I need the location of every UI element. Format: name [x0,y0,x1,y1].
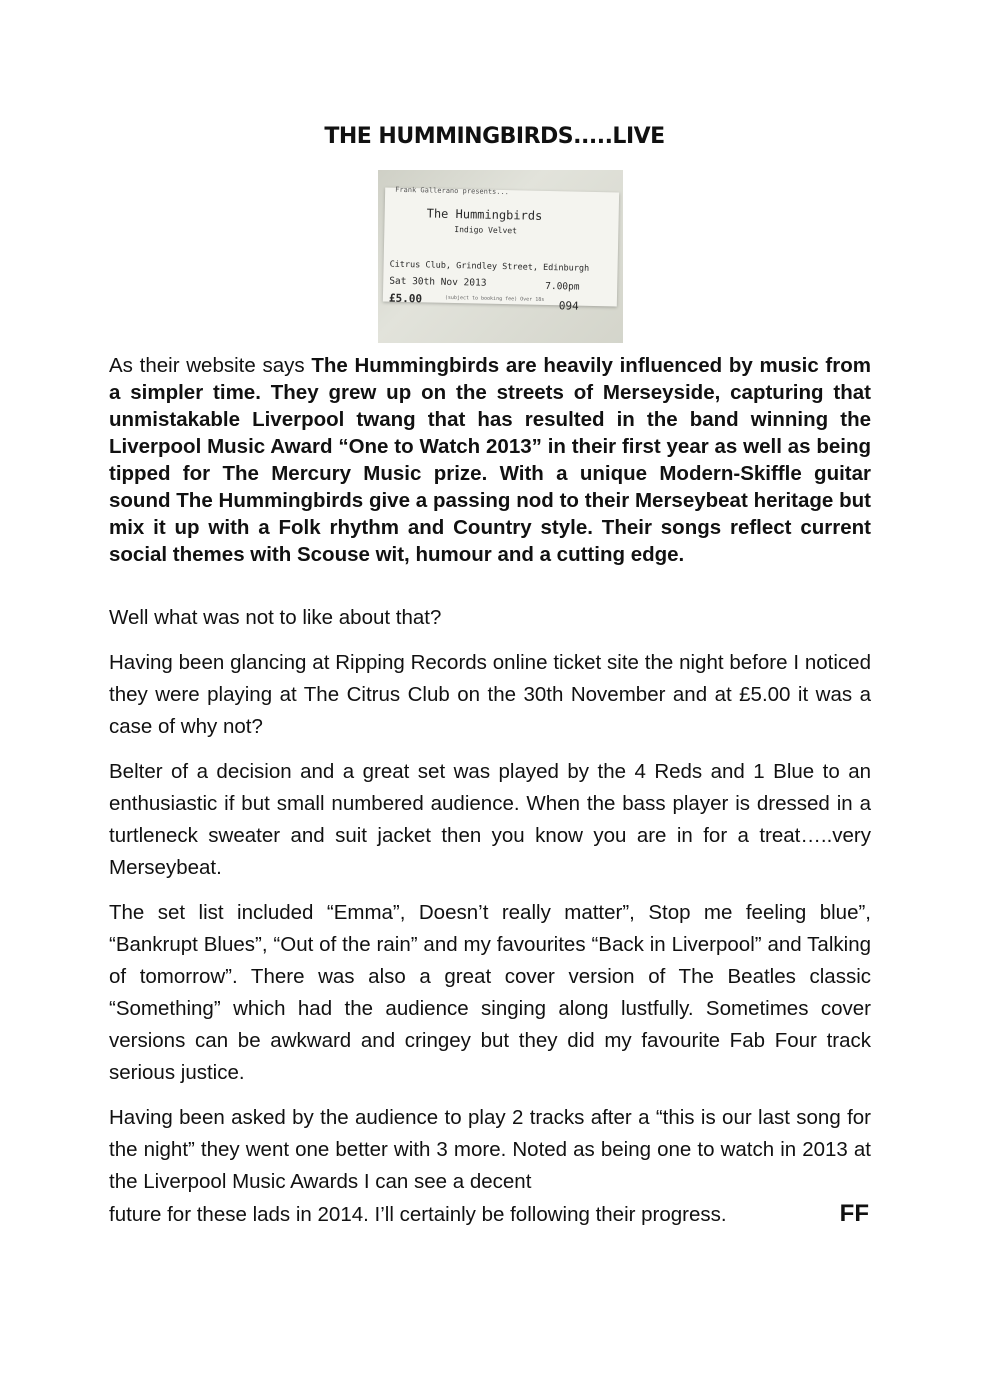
ticket-support: Indigo Velvet [454,225,518,236]
paragraph: Belter of a decision and a great set was played by the 4 Reds and 1 Blue to an enthusiastic if but small numbered audience. When the bass player is dressed in a turtleneck sweater and suit jacket then you know you are in for a treat…..very Merseybeat. [109,760,871,879]
ticket-time: 7.00pm [545,280,580,293]
paragraph: Well what was not to like about that? [109,606,442,629]
ticket-band: The Hummingbirds [426,206,543,223]
ticket-presenter: Frank Gallerano presents... [395,185,510,197]
intro-quote: The Hummingbirds are heavily influenced by music from a simpler time. They grew up on the streets of Merseyside, capturing that unmistakable Liverpool twang that has resulted in the band winning the Liverpool Music Award “One to Watch 2013” in their first year as well as being tipped for The Mercury Music prize. With a unique Modern-Skiffle guitar sound The Hummingbirds give a passing nod to their Merseybeat heritage but mix it up with a Folk rhythm and Country style. Their songs reflect current social themes with Scouse wit, humour and a cutting edge. [109,354,871,566]
closing-last-line [109,1198,871,1231]
closing-last-text: future for these lads in 2014. I’ll certainly be following their progress. [109,1203,727,1226]
paragraph: Having been glancing at Ripping Records online ticket site the night before I noticed they were playing at The Citrus Club on the 30th November and at £5.00 it was a case of why not? [109,651,871,738]
ticket-photo [378,170,623,343]
closing-paragraph [109,1102,871,1231]
article-body [109,352,871,1231]
ticket-venue: Citrus Club, Grindley Street, Edinburgh [389,259,590,274]
ticket-number: 094 [558,299,579,313]
ticket-card [383,185,619,313]
ticket-date: Sat 30th Nov 2013 [389,275,487,289]
author-signature: FF [839,1200,869,1227]
page-title: THE HUMMINGBIRDS.....LIVE [324,124,665,149]
ticket-price: £5.00 [388,291,423,306]
closing-text: Having been asked by the audience to play 2 tracks after a “this is our last song for the night” they went one better with 3 more. Noted as being one to watch in 2013 at the Liverpool Music Awards I can see a decent [109,1106,871,1193]
intro-paragraph [109,352,871,568]
paragraph: The set list included “Emma”, Doesn’t really matter”, Stop me feeling blue”, “Bankrupt Blues”, “Out of the rain” and my favourites “Back in Liverpool” and Talking of tomorrow”. There was also a great cover version of The Beatles classic “Something” which had the audience singing along lustfully. Sometimes cover versions can be awkward and cringey but they did my favourite Fab Four track serious justice. [109,901,871,1084]
ticket-fine-print: (subject to booking fee) Over 18s [444,294,545,303]
intro-lead: As their website says [109,354,312,377]
